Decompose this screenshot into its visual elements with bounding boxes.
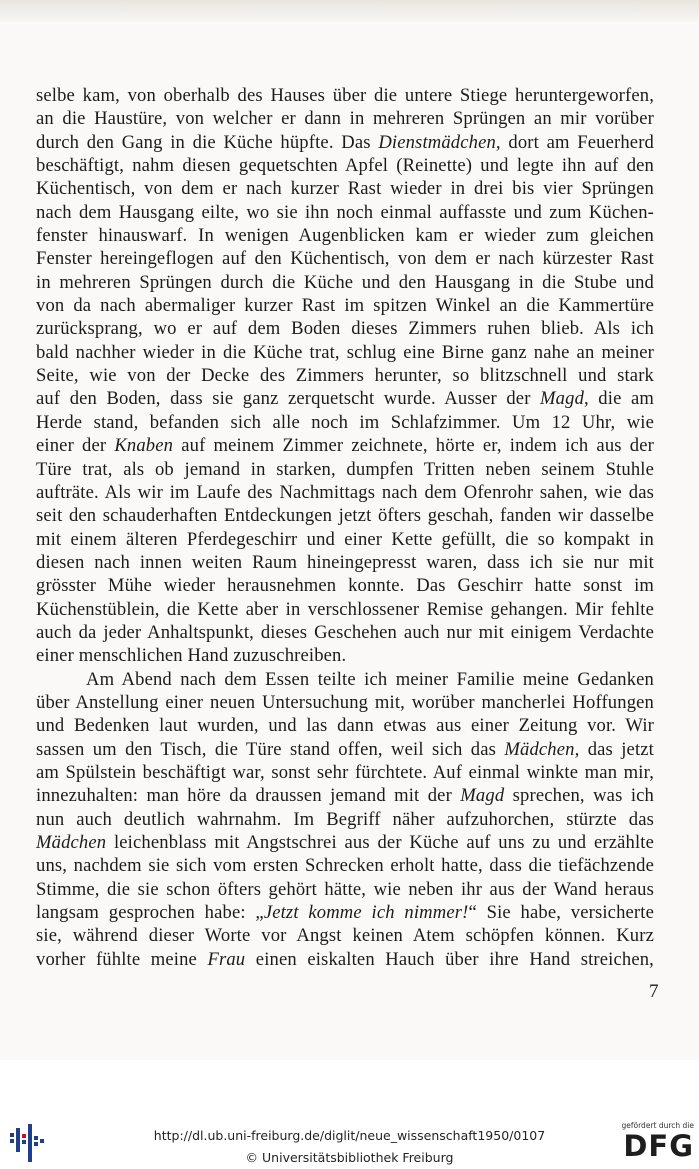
text-line [36, 387, 654, 410]
text-run: diesen nach innen weiten Raum hineingepresst waren, dass ich sie nur mit [36, 551, 654, 573]
text-line [36, 528, 654, 551]
text-run: in mehreren Sprüngen durch die Küche und den Hausgang in die Stube und [36, 271, 654, 293]
text-run: mit einem älteren Pferdegeschirr und einer Kette gefüllt, die so kompakt in [36, 528, 654, 550]
text-run: von da nach abermaliger kurzer Rast im spitzen Winkel an die Kammertüre [36, 295, 654, 317]
text-run: Stimme, die sie schon öfters gehört hätte, wie neben ihr aus der Wand heraus [36, 878, 654, 900]
text-line [36, 458, 654, 481]
text-line [36, 598, 654, 621]
text-line [36, 294, 654, 317]
text-run: einen eiskalten Hauch über ihre Hand streichen, [245, 948, 654, 970]
text-run: die am [588, 388, 654, 410]
italic-text: Jetzt komme ich nimmer! [263, 902, 469, 924]
text-line [36, 201, 654, 224]
text-run: aufträte. Als wir im Laufe des Nachmittags nach dem Ofenrohr sahen, wie das [36, 481, 654, 503]
text-run: dort am Feuerherd [500, 131, 654, 153]
italic-text: Frau [207, 948, 246, 970]
text-run: einer menschlichen Hand zuzuschreiben. [36, 645, 347, 667]
text-run: beschäftigt, nahm diesen gequetschten Apfel (Reinette) und legte ihn auf den [36, 155, 654, 177]
text-line [36, 668, 654, 691]
text-line [36, 224, 654, 247]
text-run: zurücksprang, wo er auf dem Boden dieses Zimmers ruhen blieb. Als ich [36, 318, 654, 340]
text-line [36, 948, 654, 971]
text-line [36, 271, 654, 294]
text-line [36, 784, 654, 807]
text-line [36, 317, 654, 340]
italic-text: Magd, [540, 388, 589, 410]
text-line [36, 411, 654, 434]
text-line [36, 878, 654, 901]
text-line [36, 107, 654, 130]
text-line [36, 131, 654, 154]
text-line [36, 644, 654, 667]
text-run: fenster hinauswarf. In wenigen Augenblicken kam er wieder zum gleichen [36, 225, 654, 247]
text-line [36, 434, 654, 457]
italic-text: Dienstmädchen, [378, 131, 501, 153]
text-line [36, 924, 654, 947]
text-run: nun auch deutlich wahrnahm. Im Begriff näher aufzuhorchen, stürzte das [36, 808, 654, 830]
text-run: einer der [36, 435, 115, 457]
text-run: sassen um den Tisch, die Türe stand offen, weil sich das [36, 738, 505, 760]
page-number: 7 [649, 981, 659, 1002]
text-line [36, 481, 654, 504]
dfg-logo[interactable] [618, 1121, 694, 1165]
text-run: sprechen, was ich [504, 785, 654, 807]
text-run: Herde stand, befanden sich alle noch im Schlafzimmer. Um 12 Uhr, wie [36, 411, 654, 433]
text-run: auch da jeder Anhaltspunkt, dieses Geschehen auch nur mit einigem Verdachte [36, 621, 654, 643]
text-line [36, 341, 654, 364]
italic-text: Knaben [114, 435, 174, 457]
text-line [36, 691, 654, 714]
text-line [36, 84, 654, 107]
dfg-wordmark: DFG [623, 1129, 694, 1163]
italic-text: Mädchen, [504, 738, 580, 760]
text-line [36, 831, 654, 854]
text-run: uns, nachdem sie sich vom ersten Schrecken erholt hatte, dass die tiefächzende [36, 855, 654, 877]
text-run: leichenblass mit Angstschrei aus der Küche auf uns zu und erzählte [106, 832, 654, 853]
text-run: Küchenstüblein, die Kette aber in verschlossener Remise gehangen. Mir fehlte [36, 598, 654, 620]
text-run: seit den schauderhaften Entdeckungen jetzt öfters geschah, fanden wir dasselbe [36, 505, 654, 527]
text-line [36, 901, 654, 924]
italic-text: Mädchen [36, 832, 107, 853]
text-run: vorher fühlte meine [36, 948, 208, 970]
text-line [36, 177, 654, 200]
text-line [36, 621, 654, 644]
text-run: Am Abend nach dem Essen teilte ich meiner Familie meine Gedanken [86, 668, 654, 690]
text-line [36, 154, 654, 177]
text-run: bald nachher wieder in die Küche trat, schlug eine Birne ganz nahe an meiner [36, 341, 654, 363]
text-run: Seite, wie von der Decke des Zimmers herunter, so blitzschnell und stark [36, 365, 654, 387]
text-line [36, 808, 654, 831]
text-run: grösster Mühe wieder herausnehmen konnte. Das Geschirr hatte sonst im [36, 575, 654, 597]
footer-url[interactable]: http://dl.ub.uni-freiburg.de/diglit/neue_wissenschaft1950/0107 [153, 1128, 546, 1143]
text-line [36, 854, 654, 877]
text-run: Fenster hereingeflogen auf den Küchentisch, von dem er nach kürzester Rast [36, 248, 654, 270]
italic-text: Magd [460, 785, 505, 807]
text-run: über Anstellung einer neuen Untersuchung mit, worüber mancherlei Hoffungen [36, 691, 654, 713]
text-line [36, 364, 654, 387]
text-run: Türe trat, als ob jemand in starken, dumpfen Tritten neben seinem Stuhle [36, 458, 654, 480]
text-run: und Bedenken laut wurden, und las dann etwas aus einer Zeitung vor. Wir [36, 715, 654, 737]
text-line [36, 504, 654, 527]
text-run: das jetzt [579, 738, 654, 760]
text-run: nach dem Hausgang eilte, wo sie ihn noch einmal auffasste und zum Küchen- [36, 201, 654, 223]
text-line [36, 247, 654, 270]
text-line [36, 761, 654, 784]
text-run: auf den Boden, dass sie ganz zerquetscht wurde. Ausser der [36, 388, 541, 410]
dfg-tagline: gefördert durch die [621, 1121, 694, 1130]
text-run: innezuhalten: man höre da draussen jemand mit der [36, 785, 461, 807]
text-run: am Spülstein beschäftigt war, sonst sehr fürchtete. Auf einmal winkte man mir, [36, 761, 654, 783]
text-line [36, 738, 654, 761]
text-line [36, 551, 654, 574]
page-top-edge [0, 0, 699, 22]
text-run: durch den Gang in die Küche hüpfte. Das [36, 131, 379, 153]
text-run: auf meinem Zimmer zeichnete, hörte er, indem ich aus der [173, 435, 654, 457]
page-body-text [36, 84, 654, 971]
text-run: Küchentisch, von dem er nach kurzer Rast wieder in drei bis vier Sprüngen [36, 178, 654, 200]
text-run: sie, während dieser Worte vor Angst keinen Atem schöpfen können. Kurz [36, 925, 654, 947]
text-run: selbe kam, von oberhalb des Hauses über die untere Stiege heruntergeworfen, [36, 85, 654, 106]
text-run: an die Haustüre, von welcher er dann in mehreren Sprüngen an mir vorüber [36, 108, 654, 130]
text-line [36, 714, 654, 737]
text-line [36, 574, 654, 597]
footer-copyright: © Universitätsbibliothek Freiburg [245, 1150, 454, 1165]
text-run: “ Sie habe, versicherte [468, 902, 654, 924]
text-run: langsam gesprochen habe: „ [36, 902, 264, 924]
